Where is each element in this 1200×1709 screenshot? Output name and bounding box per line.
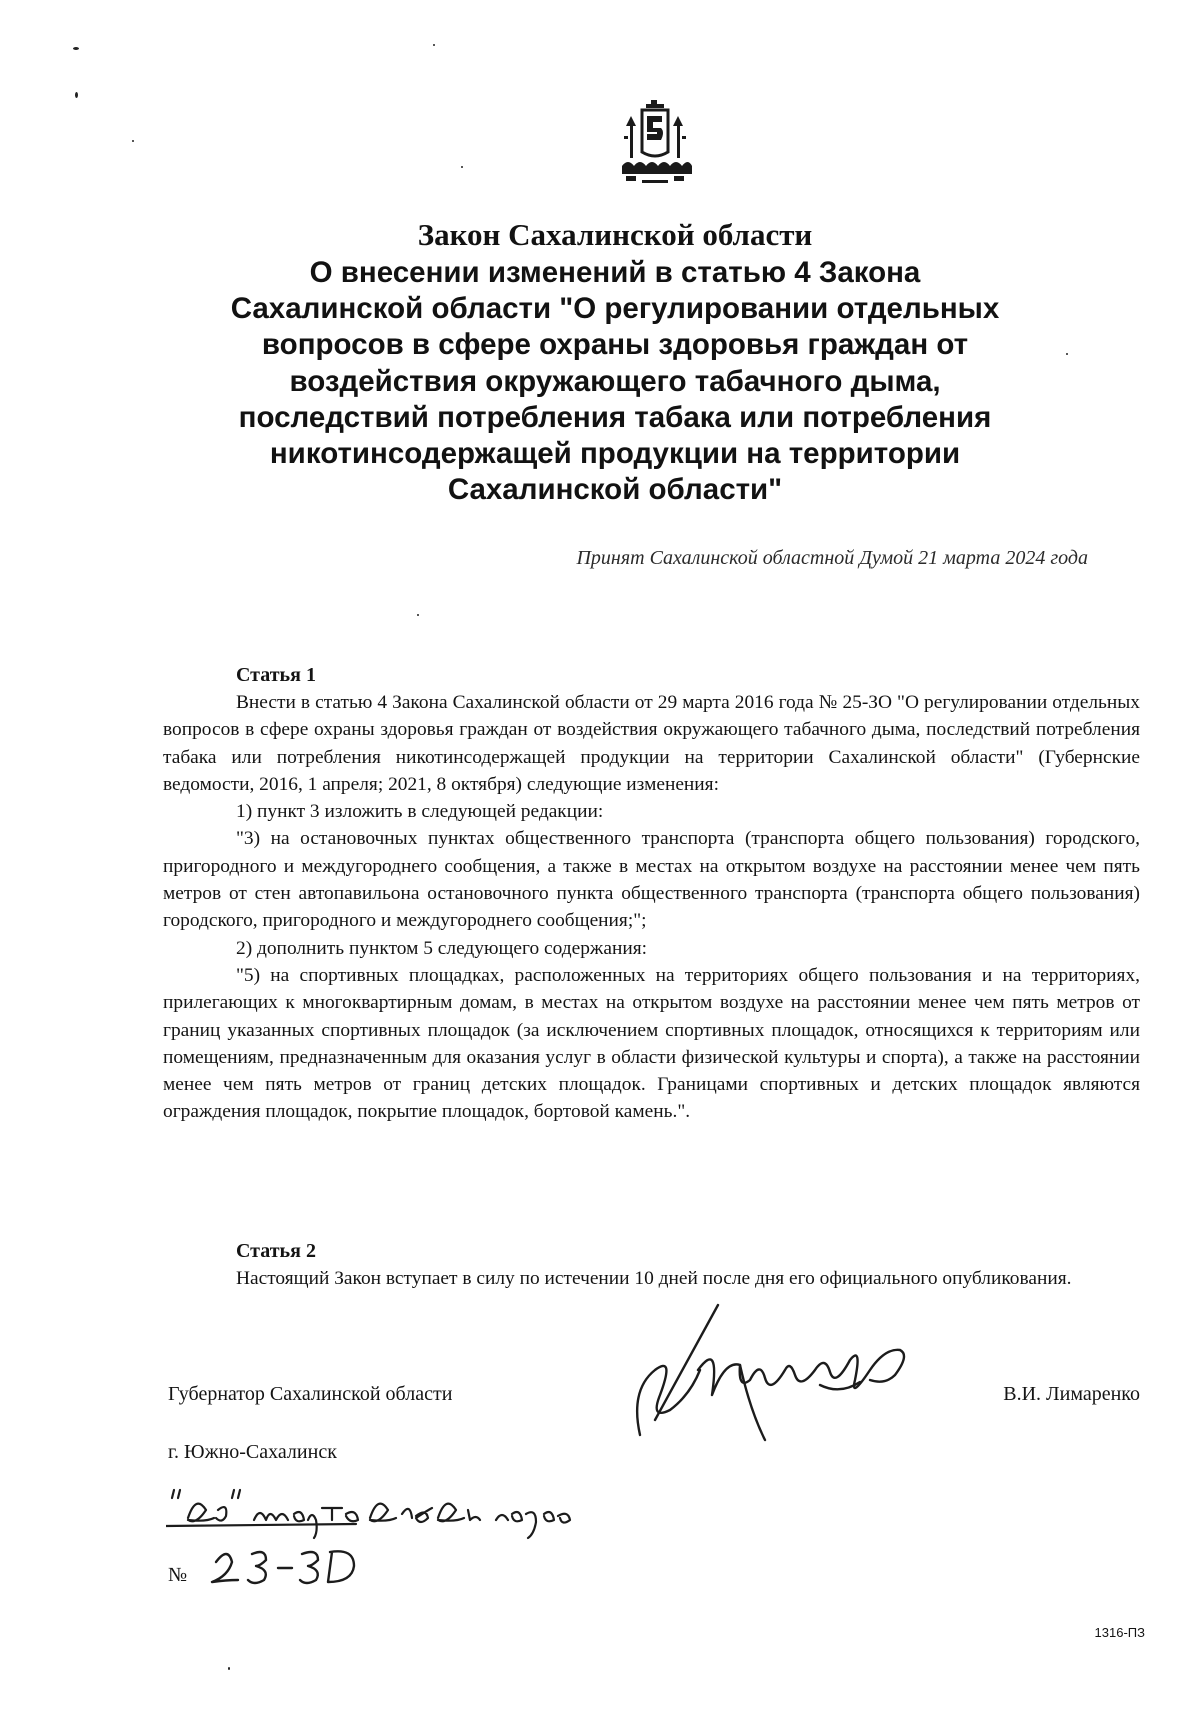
article-paragraph: Внести в статью 4 Закона Сахалинской области от 29 марта 2016 года № 25-ЗО "О регулировании отдельных вопросов в сфере охраны здоровья граждан от воздействия окружающего табачного дыма, последствий потребления табака или потребления никотинсодержащей продукции на территории Сахалинской области" (Губернские ведомости, 2016, 1 апреля; 2021, 8 октября) следующие изменения:: [163, 692, 1140, 795]
scan-speck: [461, 166, 463, 168]
scan-speck: [417, 614, 419, 616]
scan-speck: [132, 140, 134, 142]
governor-name: В.И. Лимаренко: [1003, 1383, 1140, 1405]
scan-speck: [75, 92, 78, 98]
scan-speck: [73, 47, 79, 50]
article-item: 1) пункт 3 изложить в следующей редакции:: [236, 801, 604, 823]
handwritten-number: [168, 1540, 398, 1590]
article-paragraph: Настоящий Закон вступает в силу по истечении 10 дней после дня его официального опубликования.: [236, 1268, 1072, 1289]
law-title-line: никотинсодержащей продукции на территории: [269, 437, 961, 471]
law-title-line: воздействия окружающего табачного дыма,: [289, 364, 941, 398]
article-item: 2) дополнить пунктом 5 следующего содержания:: [236, 937, 647, 959]
handwritten-signature: [600, 1300, 930, 1450]
law-title-line: вопросов в сфере охраны здоровья граждан от: [261, 328, 969, 362]
article-heading: Статья 1: [236, 664, 316, 686]
scan-speck: [433, 44, 435, 46]
article-paragraph: "5) на спортивных площадках, расположенных на территориях общего пользования и на территориях, прилегающих к многоквартирным домам, в местах на открытом воздухе на расстоянии менее чем пять метров от границ указанных спортивных площадок (за исключением спортивных площадок, относящихся к территориям или помещениям, предназначенным для оказания услуг в области физической культуры и спорта), а также на расстоянии менее чем пять метров от границ детских площадок. Границами спортивных и детских площадок являются ограждения площадок, покрытие площадок, бортовой камень.".: [163, 964, 1140, 1123]
law-title-line: Сахалинской области "О регулировании отдельных: [230, 292, 1000, 326]
law-title: [150, 255, 1080, 508]
article-2: [163, 1238, 1140, 1292]
sakhalin-coat-of-arms-icon: [616, 96, 696, 188]
scan-speck: [228, 1667, 230, 1670]
article-heading: Статья 2: [236, 1240, 316, 1262]
law-title-line: Сахалинской области": [447, 473, 783, 507]
article-1: [163, 662, 1140, 1126]
law-title-line: О внесении изменений в статью 4 Закона: [309, 256, 921, 289]
law-title-line: последствий потребления табака или потребления: [238, 400, 992, 434]
number-sign: №: [168, 1564, 188, 1586]
law-title-block: [150, 217, 1080, 508]
article-paragraph: "3) на остановочных пунктах общественного транспорта (транспорта общего пользования) городского, пригородного и междугороднего сообщения, а также в местах на открытом воздухе на расстоянии менее чем пять метров от стен автопавильона остановочного пункта общественного транспорта (транспорта общего пользования) городского, пригородного и междугороднего сообщения;";: [163, 828, 1140, 932]
adoption-note: Принят Сахалинской областной Думой 21 марта 2024 года: [576, 547, 1088, 569]
law-type: Закон Сахалинской области: [417, 217, 813, 252]
governor-position: Губернатор Сахалинской области: [168, 1383, 453, 1405]
handwritten-date: [166, 1480, 626, 1540]
city: г. Южно-Сахалинск: [168, 1441, 337, 1463]
document-code: 1316-ПЗ: [1094, 1625, 1145, 1640]
